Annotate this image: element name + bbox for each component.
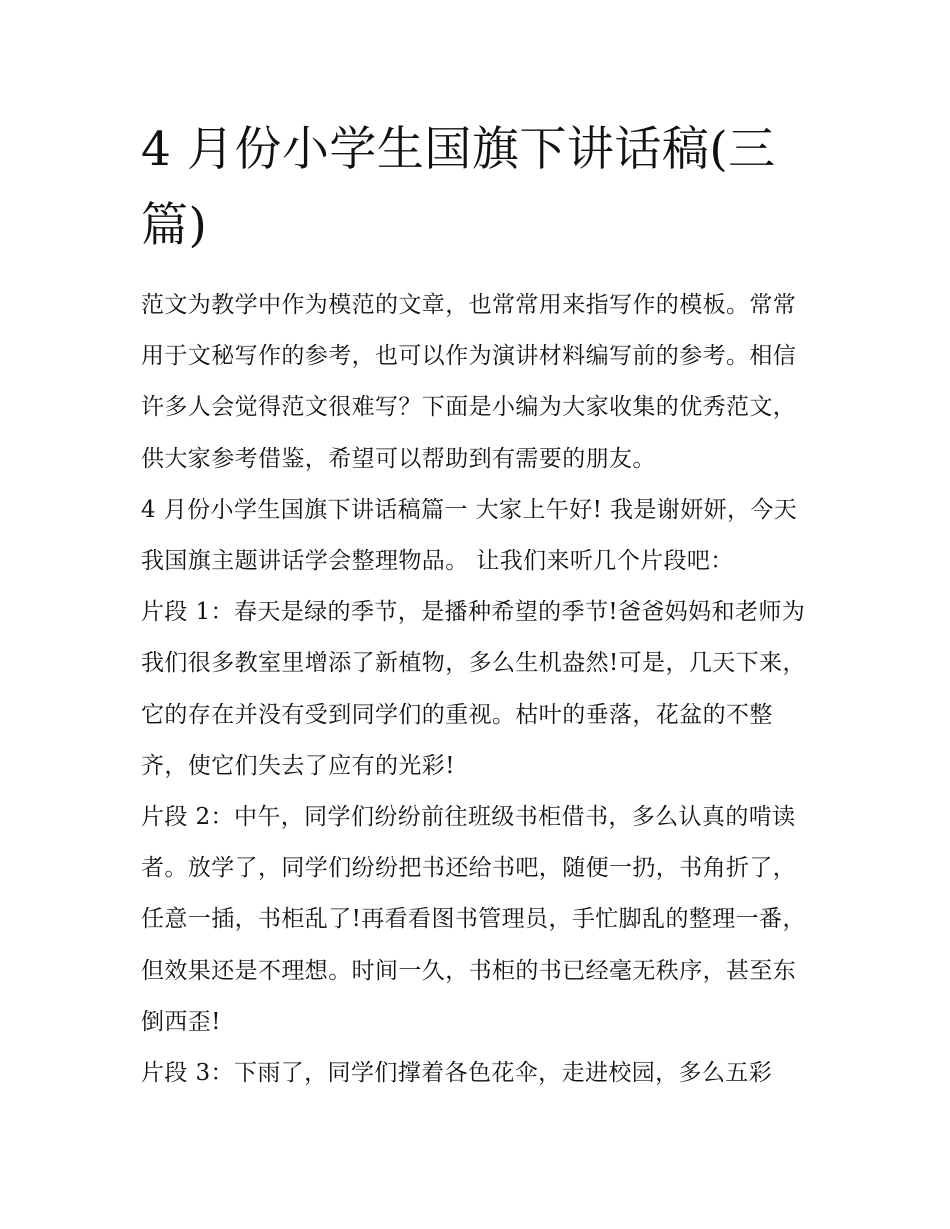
fragment-2-paragraph: 片段 2：中午，同学们纷纷前往班级书柜借书，多么认真的啃读者。放学了，同学们纷纷把书还给书吧，随便一扔，书角折了，任意一插，书柜乱了!再看看图书管理员，手忙脚乱的整理一番，但效果还是不理想。时间一久，书柜的书已经毫无秩序，甚至东倒西歪! xyxy=(141,804,806,1035)
speech-opening-paragraph: 4 月份小学生国旗下讲话稿篇一 大家上午好! 我是谢妍妍，今天我国旗主题讲话学会整理物品。 让我们来听几个片段吧： xyxy=(141,496,798,575)
document-title: 4 月份小学生国旗下讲话稿(三篇) xyxy=(141,122,776,253)
fragment-1-paragraph: 片段 1：春天是绿的季节，是播种希望的季节!爸爸妈妈和老师为我们很多教室里增添了新植物，多么生机盎然!可是，几天下来，它的存在并没有受到同学们的重视。枯叶的垂落，花盆的不整齐，使它们失去了应有的光彩! xyxy=(141,599,806,779)
intro-paragraph: 范文为教学中作为模范的文章，也常常用来指写作的模板。常常用于文秘写作的参考，也可以作为演讲材料编写前的参考。相信许多人会觉得范文很难写？下面是小编为大家收集的优秀范文，供大家参考借鉴，希望可以帮助到有需要的朋友。 xyxy=(141,292,797,472)
document-body xyxy=(141,280,813,1099)
fragment-3-paragraph: 片段 3：下雨了，同学们撑着各色花伞，走进校园，多么五彩 xyxy=(141,1060,773,1087)
